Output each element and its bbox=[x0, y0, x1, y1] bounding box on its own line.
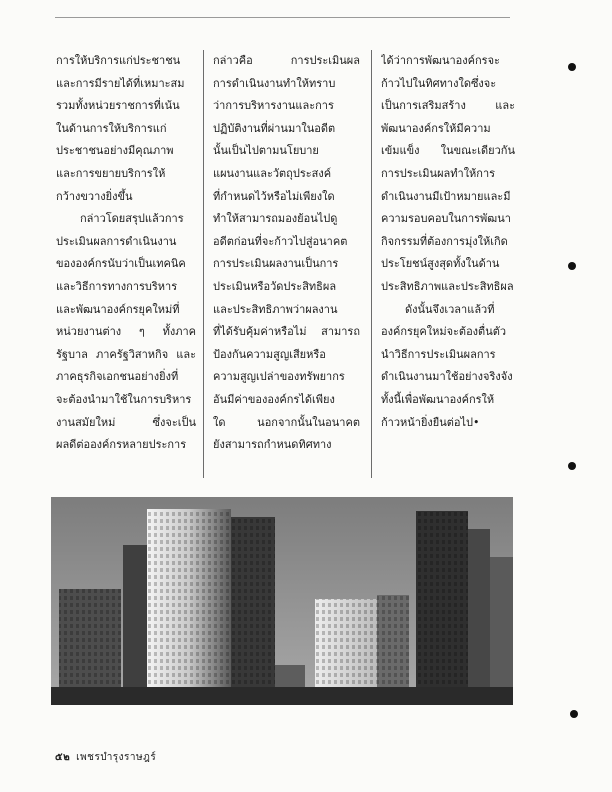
text-line: ประชาชนอย่างมีคุณภาพ bbox=[56, 144, 174, 158]
text-line: อดีตก่อนที่จะก้าวไปสู่อนาคต bbox=[213, 234, 348, 248]
text-line: ยังสามารถกำหนดทิศทาง bbox=[213, 438, 332, 452]
text-line: กิจกรรมที่ต้องการมุ่งให้เกิด bbox=[381, 234, 508, 248]
text-line: และประสิทธิภาพว่าผลงาน bbox=[213, 302, 338, 316]
page-number: ๕๒ bbox=[55, 752, 71, 763]
text-line: ทั้งนี้เพื่อพัฒนาองค์กรให้ bbox=[381, 392, 495, 406]
text-line: เป็นการเสริมสร้าง และ bbox=[381, 99, 515, 113]
text-line: ในด้านการให้บริการแก่ bbox=[56, 121, 167, 135]
text-column-3 bbox=[381, 50, 515, 478]
text-line: ป้องกันความสูญเสียหรือ bbox=[213, 347, 326, 361]
building-right-slim bbox=[468, 529, 490, 705]
text-line: และพัฒนาองค์กรยุคใหม่ที่ bbox=[56, 302, 180, 316]
building-left-tower bbox=[123, 545, 147, 705]
text-line: การประเมินผลทำให้การ bbox=[381, 166, 496, 180]
text-line: พัฒนาองค์กรให้มีความ bbox=[381, 121, 491, 135]
column-2-paragraph-1 bbox=[213, 50, 360, 457]
text-line: กล่าวโดยสรุปแล้วการ bbox=[80, 212, 184, 226]
text-line: จะต้องนำมาใช้ในการบริหาร bbox=[56, 392, 192, 406]
column-1-paragraph-1 bbox=[56, 50, 196, 208]
text-line: องค์กรยุคใหม่จะต้องตื่นตัว bbox=[381, 325, 507, 339]
text-line: แผนงานและวัตถุประสงค์ bbox=[213, 166, 332, 180]
building-far-right bbox=[490, 557, 513, 705]
binder-hole-4 bbox=[570, 710, 578, 718]
text-line: ก้าวหน้ายิ่งยืนต่อไป• bbox=[381, 415, 480, 429]
column-1-paragraph-2 bbox=[56, 208, 196, 457]
street-level bbox=[51, 687, 513, 705]
city-skyline-photo bbox=[51, 497, 513, 705]
text-column-2 bbox=[213, 50, 360, 478]
text-line: การให้บริการแก่ประชาชน bbox=[56, 54, 181, 67]
text-line: ว่าการบริหารงานและการ bbox=[213, 99, 334, 113]
text-line: ได้ว่าการพัฒนาองค์กรจะ bbox=[381, 54, 500, 67]
binder-hole-1 bbox=[568, 63, 576, 71]
column-divider-1 bbox=[203, 50, 204, 478]
text-line: อันมีค่าขององค์กรได้เพียง bbox=[213, 392, 335, 406]
text-line: ที่ได้รับคุ้มค่าหรือไม่ สามารถ bbox=[213, 325, 360, 339]
skyline-illustration bbox=[51, 497, 513, 705]
text-line: กล่าวคือ การประเมินผล bbox=[213, 54, 360, 67]
text-line: รัฐบาล ภาครัฐวิสาหกิจ และ bbox=[56, 347, 196, 361]
column-3-paragraph-1 bbox=[381, 50, 515, 299]
top-rule bbox=[55, 17, 510, 18]
text-line: ภาคธุรกิจเอกชนอย่างยิ่งที่ bbox=[56, 370, 179, 384]
text-line: นั้นเป็นไปตามนโยบาย bbox=[213, 144, 319, 158]
text-line: ขององค์กรนับว่าเป็นเทคนิค bbox=[56, 257, 186, 271]
page-footer bbox=[55, 750, 156, 765]
text-line: ที่กำหนดไว้หรือไม่เพียงใด bbox=[213, 189, 335, 203]
text-line: ประเมินผลการดำเนินงาน bbox=[56, 234, 177, 248]
text-line: นำวิธีการประเมินผลการ bbox=[381, 347, 496, 361]
binder-hole-2 bbox=[568, 262, 576, 270]
text-line: ประเมินหรือวัดประสิทธิผล bbox=[213, 279, 337, 293]
text-line: ปฏิบัติงานที่ผ่านมาในอดีต bbox=[213, 121, 336, 135]
text-line: ความสูญเปล่าของทรัพยากร bbox=[213, 370, 345, 384]
text-line: ดำเนินงานมาใช้อย่างจริงจัง bbox=[381, 370, 513, 384]
text-line: ทำให้สามารถมองย้อนไปดู bbox=[213, 212, 338, 226]
text-line: และการขยายบริการให้ bbox=[56, 166, 166, 180]
text-line: ประสิทธิภาพและประสิทธิผล bbox=[381, 279, 514, 293]
text-line: ดังนั้นจึงเวลาแล้วที่ bbox=[405, 302, 495, 316]
text-line: และการมีรายได้ที่เหมาะสม bbox=[56, 76, 185, 90]
text-line: ใด นอกจากนั้นในอนาคต bbox=[213, 415, 360, 429]
text-line: กว้างขวางยิ่งขึ้น bbox=[56, 189, 133, 203]
text-line: การดำเนินงานทำให้ทราบ bbox=[213, 76, 336, 90]
text-column-1 bbox=[56, 50, 196, 478]
text-line: รวมทั้งหน่วยราชการที่เน้น bbox=[56, 99, 180, 113]
text-line: ดำเนินงานมีเป้าหมายและมี bbox=[381, 189, 511, 203]
binder-hole-3 bbox=[568, 462, 576, 470]
text-line: และวิธีการทางการบริหาร bbox=[56, 279, 178, 293]
text-line: เข้มแข็ง ในขณะเดียวกัน bbox=[381, 144, 515, 158]
column-3-paragraph-2 bbox=[381, 299, 515, 435]
text-line: ความรอบคอบในการพัฒนา bbox=[381, 212, 511, 226]
text-line: การประเมินผลงานเป็นการ bbox=[213, 257, 339, 271]
column-divider-2 bbox=[371, 50, 372, 478]
publication-name: เพชรบำรุงราษฎร์ bbox=[76, 752, 157, 763]
text-line: ผลดีต่อองค์กรหลายประการ bbox=[56, 438, 187, 452]
text-line: งานสมัยใหม่ ซึ่งจะเป็น bbox=[56, 415, 196, 429]
text-line: ประโยชน์สูงสุดทั้งในด้าน bbox=[381, 257, 500, 271]
text-line: หน่วยงานต่าง ๆ ทั้งภาค bbox=[56, 325, 196, 339]
text-line: ก้าวไปในทิศทางใดซึ่งจะ bbox=[381, 76, 497, 90]
